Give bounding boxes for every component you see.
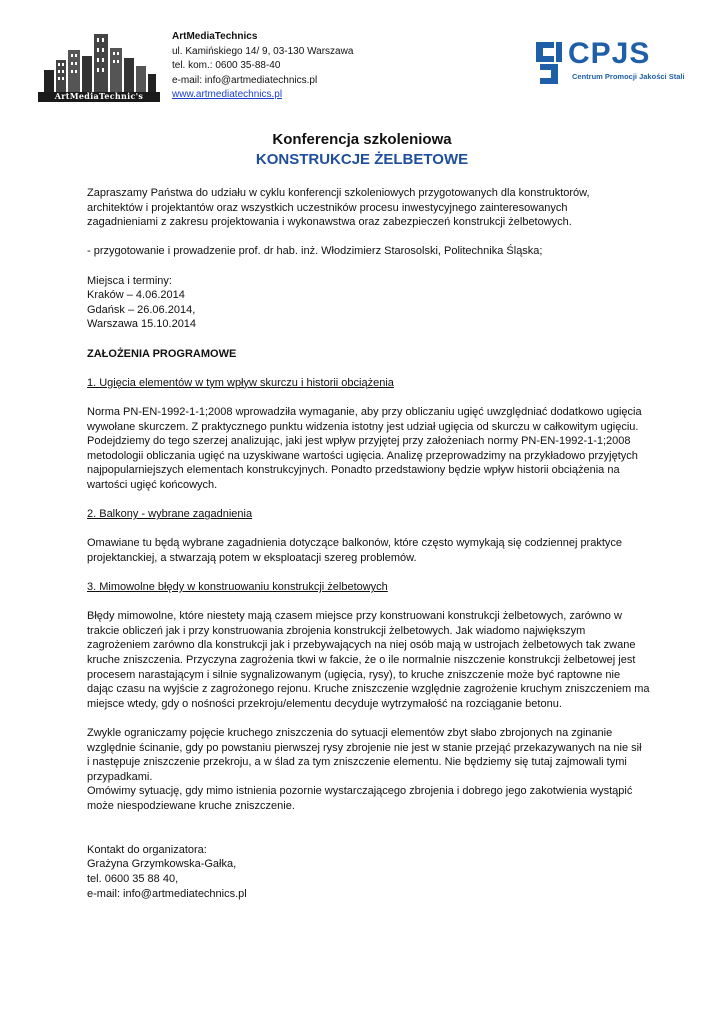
section3-line: Zwykle ograniczamy pojęcie kruchego zniszczenia do sytuacji elementów zbyt słabo zbrojonych na zginanie [87, 726, 613, 739]
section2-body [87, 536, 657, 565]
cpjs-title: CPJS [568, 37, 651, 70]
section3-line: zagrożeniem zarówno dla konstrukcji jak i przebywających na niej osób mają w ustrojach żelbetowych tak zwane [87, 639, 636, 652]
company-info [172, 30, 353, 103]
section3-body-continued [87, 726, 657, 814]
program-heading: ZAŁOŻENIA PROGRAMOWE [87, 347, 237, 360]
places-block [87, 274, 657, 332]
section3-line: trakcie obliczeń jak i przy konstruowania zbrojenia konstrukcji żelbetowych. Jak wiadomo największym [87, 624, 586, 637]
section3-line: względnie ścinanie, gdy po powstaniu pierwszej rysy zbrojenie nie jest w stanie przejąć przekazywanych na nie sił [87, 741, 642, 754]
section3-line: przypadkami. [87, 770, 153, 783]
section2-line: projektanckiej, a stwarzają potem w eksploatacji szereg problemów. [87, 551, 417, 564]
intro-line: zagadnieniami z zakresu projektowania i wykonawstwa oraz zabezpieczeń konstrukcji żelbetowych. [87, 216, 572, 229]
cpjs-subtitle: Centrum Promocji Jakości Stali [572, 72, 685, 81]
section3-body [87, 609, 657, 711]
intro-line: Zapraszamy Państwa do udziału w cyklu konferencji szkoleniowych przygotowanych dla konstruktorów, [87, 187, 590, 199]
spacer [87, 828, 657, 843]
section3-line: Błędy mimowolne, które niestety mają czasem miejsce przy konstruowani konstrukcji żelbetowych, zarówno w [87, 610, 622, 623]
contact-block [87, 843, 657, 901]
company-name: ArtMediaTechnics [172, 31, 258, 42]
place-krakow: Kraków – 4.06.2014 [87, 289, 185, 302]
section3-line: dając czasu na wyjście z zagrożonego rejonu. Kruche zniszczenie względnie zagrożenie kruchym zniszczeniem ma [87, 683, 650, 696]
company-phone: tel. kom.: 0600 35-88-40 [172, 60, 281, 71]
section1-title: 1. Ugięcia elementów w tym wpływ skurczu i historii obciążenia [87, 376, 394, 389]
artmediatechnics-logo [38, 30, 160, 102]
title-line1: Konferencja szkoleniowa [272, 131, 452, 148]
intro-paragraph [87, 186, 657, 230]
cpjs-logo [534, 38, 684, 88]
section3-line: procesem narastającym i silnie sygnalizowanym (ugięcia, rysy), to kruche zniszczenie może być raptowne nie [87, 668, 621, 681]
section2-title: 2. Balkony - wybrane zagadnienia [87, 508, 253, 521]
section3-title: 3. Mimowolne błędy w konstruowaniu konstrukcji żelbetowych [87, 581, 388, 594]
section1-line: metodologii obliczania ugięć na uzyskiwane wartości ugięcia. Analizę przeprowadzimy na przykładowo przyjętych [87, 449, 638, 462]
section3-line: kruche zniszczenia. Przyczyna zagrożenia tkwi w fakcie, że o ile normalnie niszczenie konstrukcji żelbetowej jest [87, 654, 636, 666]
title-line2: KONSTRUKCJE ŻELBETOWE [255, 151, 469, 168]
section3-line: może niespodziewane kruche zniszczenie. [87, 799, 295, 812]
intro-line: architektów i projektantów oraz wszystkich uczestników procesu inwestycyjnego zainteresowanych [87, 201, 568, 214]
section1-body [87, 405, 657, 493]
section2-line: Omawiane tu będą wybrane zagadnienia dotyczące balkonów, które często wymykają się codziennej praktyce [87, 537, 623, 550]
places-label: Miejsca i terminy: [87, 274, 172, 287]
company-website-link[interactable]: www.artmediatechnics.pl [172, 89, 283, 100]
section1-line: Podejdziemy do tego szerzej analizując, jaki jest wpływ przyjętej przy założeniach normy PN-EN-1992-1-1;2008 [87, 435, 631, 448]
document-title [0, 130, 724, 170]
section1-line: wartości ugięć końcowych. [87, 478, 218, 491]
section3-line: Omówimy sytuację, gdy mimo istnienia pozornie wystarczającego zbrojenia i dobrego jego zakotwienia wystąpić [87, 785, 633, 798]
place-warszawa: Warszawa 15.10.2014 [87, 318, 197, 331]
contact-label: Kontakt do organizatora: [87, 843, 207, 856]
logo-wordmark: ArtMediaTechnic's [54, 91, 144, 101]
company-email: e-mail: info@artmediatechnics.pl [172, 74, 318, 86]
contact-name: Grażyna Grzymkowska-Gałka, [87, 858, 237, 871]
section3-line: i następuje zniszczenie przekroju, a w ślad za tym zniszczenie elementu. Nie będziemy się tutaj zajmowali tymi [87, 756, 627, 769]
contact-phone: tel. 0600 35 88 40, [87, 872, 179, 885]
contact-email: e-mail: info@artmediatechnics.pl [87, 887, 247, 900]
section1-line: najpopularniejszych elementach konstrukcyjnych. Ponadto przedstawiony będzie wpływ historii obciążenia na [87, 464, 620, 477]
lecturer-line: - przygotowanie i prowadzenie prof. dr hab. inż. Włodzimierz Starosolski, Politechnika Śląska; [87, 245, 543, 258]
document-body [87, 186, 657, 916]
place-gdansk: Gdańsk – 26.06.2014, [87, 303, 196, 316]
section1-line: wywołane skurczem. Z praktycznego punktu widzenia istotny jest udział ugięcia od skurczu w całkowitym ugięciu. [87, 420, 639, 433]
section1-line: Norma PN-EN-1992-1-1;2008 wprowadziła wymaganie, aby przy obliczaniu ugięć uwzględniać dodatkowo ugięcia [87, 405, 642, 418]
company-address: ul. Kamińskiego 14/ 9, 03-130 Warszawa [172, 45, 354, 57]
section3-line: miejsce wtedy, gdy o nośności przekroju/elementu decyduje wytrzymałość na rozciąganie betonu. [87, 697, 562, 710]
